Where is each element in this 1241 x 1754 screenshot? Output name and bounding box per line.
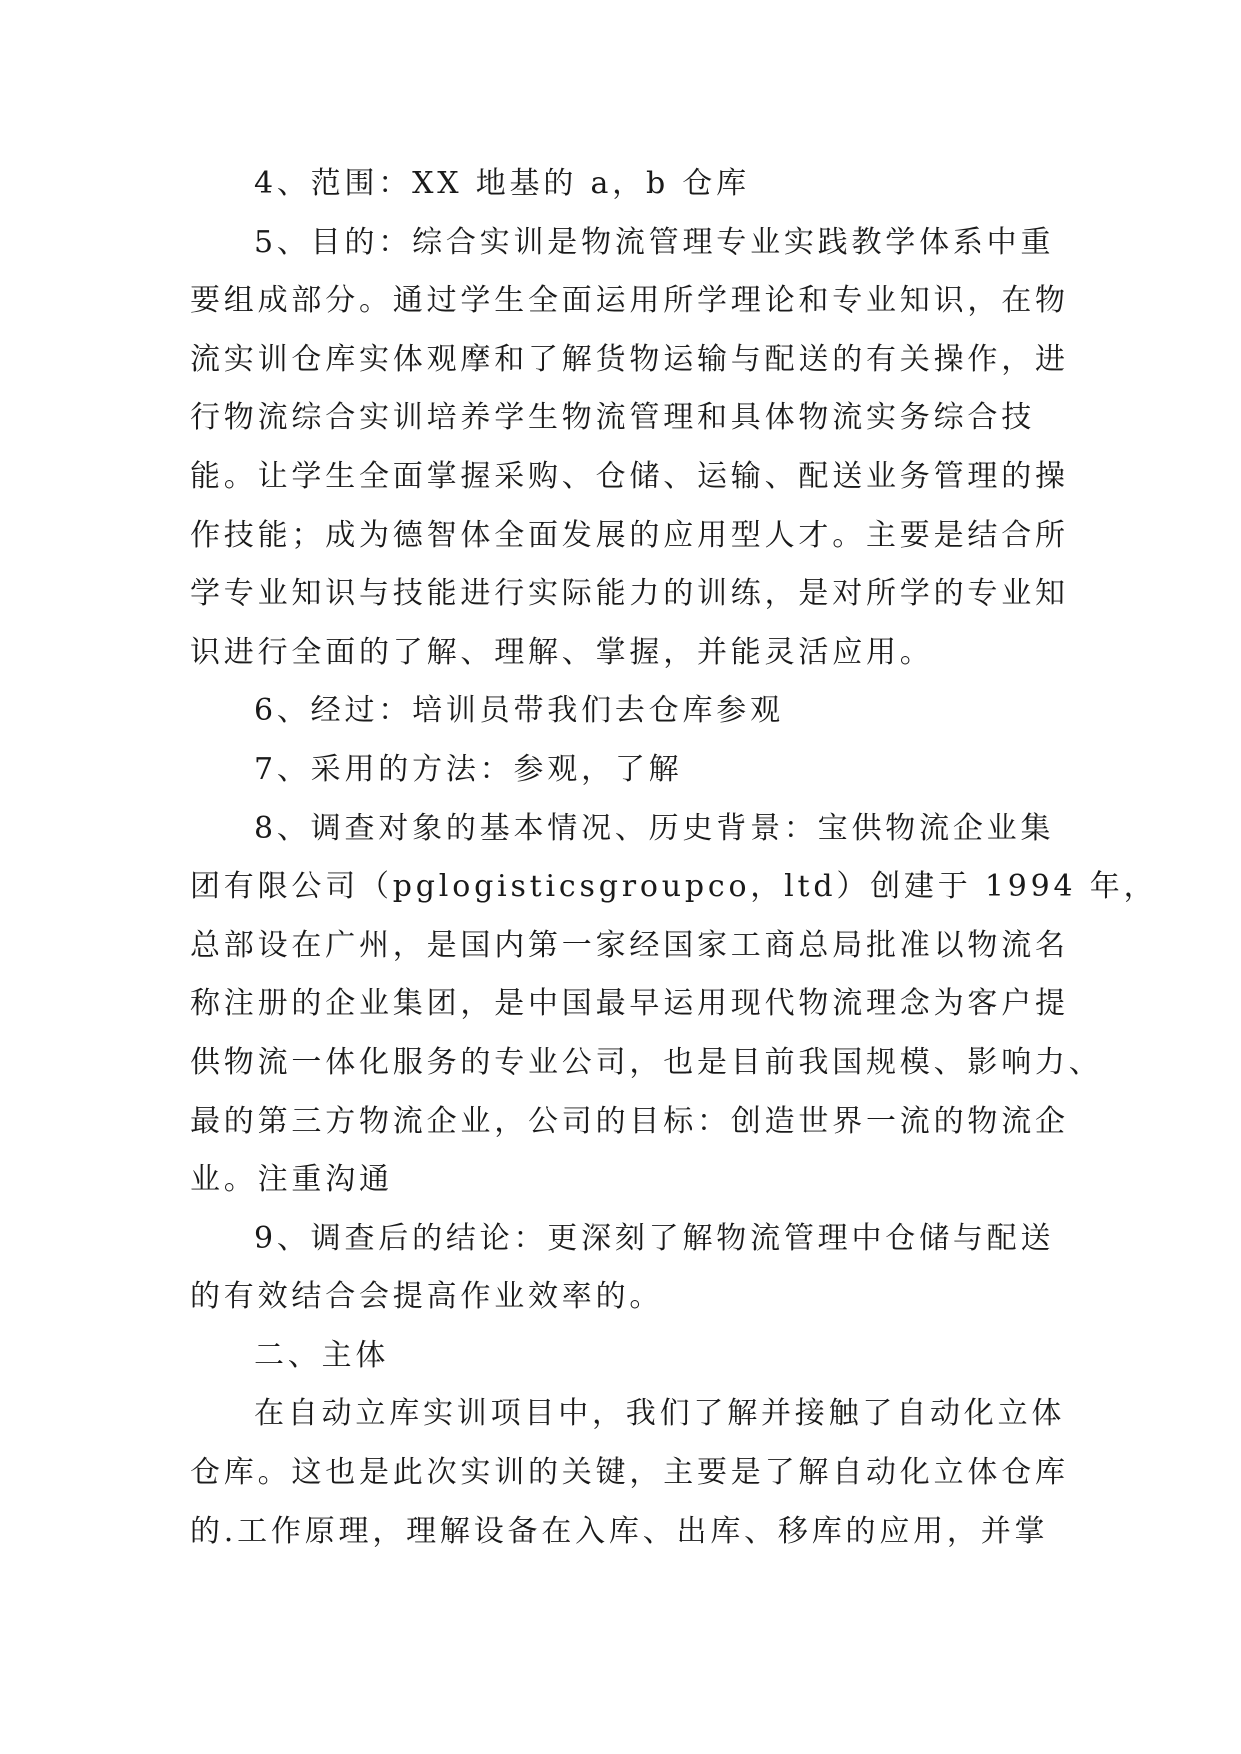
text-line: 业。注重沟通 [190, 1162, 393, 1198]
text-line: 识进行全面的了解、理解、掌握，并能灵活应用。 [190, 634, 934, 670]
text-line: 7、采用的方法：参观，了解 [254, 751, 683, 787]
text-line: 行物流综合实训培养学生物流管理和具体物流实务综合技 [190, 400, 1035, 436]
text-line: 供物流一体化服务的专业公司，也是目前我国规模、影响力、 [190, 1044, 1103, 1080]
text-line: 流实训仓库实体观摩和了解货物运输与配送的有关操作，进 [190, 341, 1069, 377]
text-line: 在自动立库实训项目中，我们了解并接触了自动化立体 [254, 1396, 1066, 1432]
text-line: 的.工作原理，理解设备在入库、出库、移库的应用，并掌 [190, 1513, 1049, 1549]
text-line: 学专业知识与技能进行实际能力的训练，是对所学的专业知 [190, 576, 1069, 612]
text-line: 作技能；成为德智体全面发展的应用型人才。主要是结合所 [190, 517, 1069, 553]
text-line: 仓库。这也是此次实训的关键，主要是了解自动化立体仓库 [190, 1455, 1069, 1491]
text-line: 8、调查对象的基本情况、历史背景：宝供物流企业集 [254, 810, 1055, 846]
text-line: 总部设在广州，是国内第一家经国家工商总局批准以物流名 [190, 927, 1069, 963]
text-line: 最的第三方物流企业，公司的目标：创造世界一流的物流企 [190, 1103, 1069, 1139]
text-line: 9、调查后的结论：更深刻了解物流管理中仓储与配送 [254, 1220, 1055, 1256]
section-heading: 二、主体 [254, 1337, 390, 1373]
text-line: 的有效结合会提高作业效率的。 [190, 1279, 664, 1315]
text-line: 团有限公司（pglogisticsgroupco，ltd）创建于 1994 年， [190, 869, 1158, 905]
text-line: 6、经过：培训员带我们去仓库参观 [254, 693, 784, 729]
text-line: 称注册的企业集团，是中国最早运用现代物流理念为客户提 [190, 986, 1069, 1022]
text-line: 5、目的：综合实训是物流管理专业实践教学体系中重 [254, 224, 1055, 260]
text-line: 能。让学生全面掌握采购、仓储、运输、配送业务管理的操 [190, 458, 1069, 494]
body-text [190, 155, 1158, 1561]
text-line: 要组成部分。通过学生全面运用所学理论和专业知识，在物 [190, 283, 1069, 319]
text-line: 4、范围：XX 地基的 a，b 仓库 [254, 166, 750, 201]
